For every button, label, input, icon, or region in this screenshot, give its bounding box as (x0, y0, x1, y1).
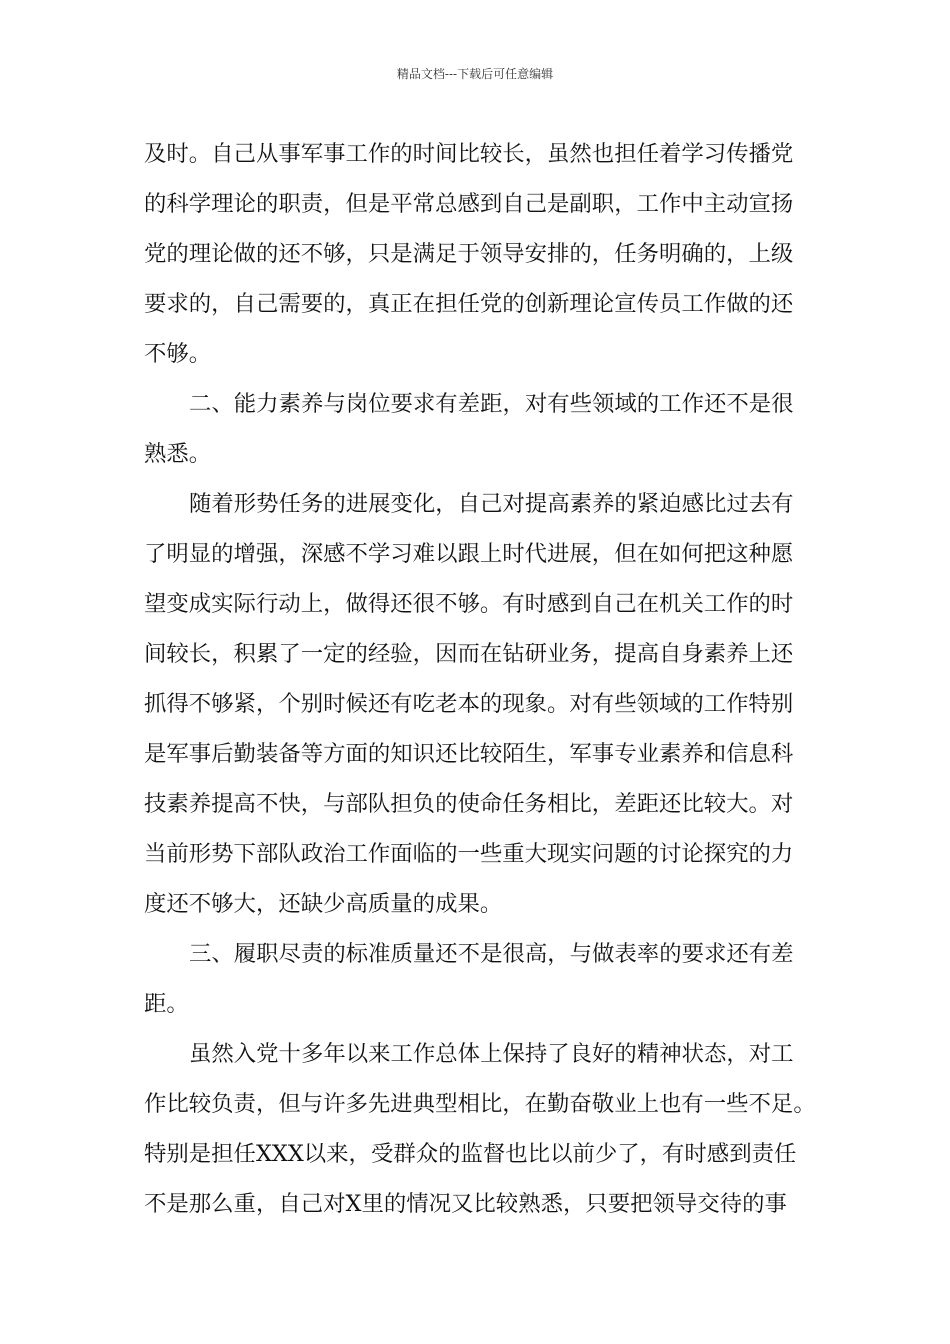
text-line: 是军事后勤装备等方面的知识还比较陌生，军事专业素养和信息科 (144, 741, 794, 767)
text-line: 作比较负责，但与许多先进典型相比，在勤奋敬业上也有一些不足。 (144, 1091, 816, 1117)
paragraph-1 (144, 129, 824, 379)
text-line: 望变成实际行动上，做得还很不够。有时感到自己在机关工作的时 (144, 591, 794, 617)
text-line: 熟悉。 (144, 441, 212, 467)
text-line: 虽然入党十多年以来工作总体上保持了良好的精神状态，对工 (189, 1041, 794, 1067)
paragraph-3 (144, 479, 824, 929)
text-line: 不是那么重，自己对X里的情况又比较熟悉，只要把领导交待的事 (144, 1191, 787, 1217)
paragraph-5 (144, 1029, 824, 1229)
text-line: 党的理论做的还不够，只是满足于领导安排的，任务明确的，上级 (144, 241, 794, 267)
text-line: 间较长，积累了一定的经验，因而在钻研业务，提高自身素养上还 (144, 641, 794, 667)
text-line: 的科学理论的职责，但是平常总感到自己是副职，工作中主动宣扬 (144, 191, 794, 217)
text-line: 不够。 (144, 341, 212, 367)
text-line: 要求的，自己需要的，真正在担任党的创新理论宣传员工作做的还 (144, 291, 794, 317)
text-line: 当前形势下部队政治工作面临的一些重大现实问题的讨论探究的力 (144, 841, 794, 867)
paragraph-2-heading (144, 379, 824, 479)
text-line: 及时。自己从事军事工作的时间比较长，虽然也担任着学习传播党 (144, 141, 794, 167)
text-line: 二、能力素养与岗位要求有差距，对有些领域的工作还不是很 (189, 391, 794, 417)
paragraph-4-heading (144, 929, 824, 1029)
text-line: 技素养提高不快，与部队担负的使命任务相比，差距还比较大。对 (144, 791, 794, 817)
page-header: 精品文档---下载后可任意编辑 (396, 67, 554, 81)
text-line: 距。 (144, 991, 189, 1017)
text-line: 三、履职尽责的标准质量还不是很高，与做表率的要求还有差 (189, 941, 794, 967)
text-line: 抓得不够紧，个别时候还有吃老本的现象。对有些领域的工作特别 (144, 691, 794, 717)
text-line: 随着形势任务的进展变化，自己对提高素养的紧迫感比过去有 (189, 491, 794, 517)
text-line: 度还不够大，还缺少高质量的成果。 (144, 891, 503, 917)
text-line: 了明显的增强，深感不学习难以跟上时代进展，但在如何把这种愿 (144, 541, 794, 567)
text-line: 特别是担任XXX以来，受群众的监督也比以前少了，有时感到责任 (144, 1141, 797, 1167)
document-body (144, 129, 824, 1229)
